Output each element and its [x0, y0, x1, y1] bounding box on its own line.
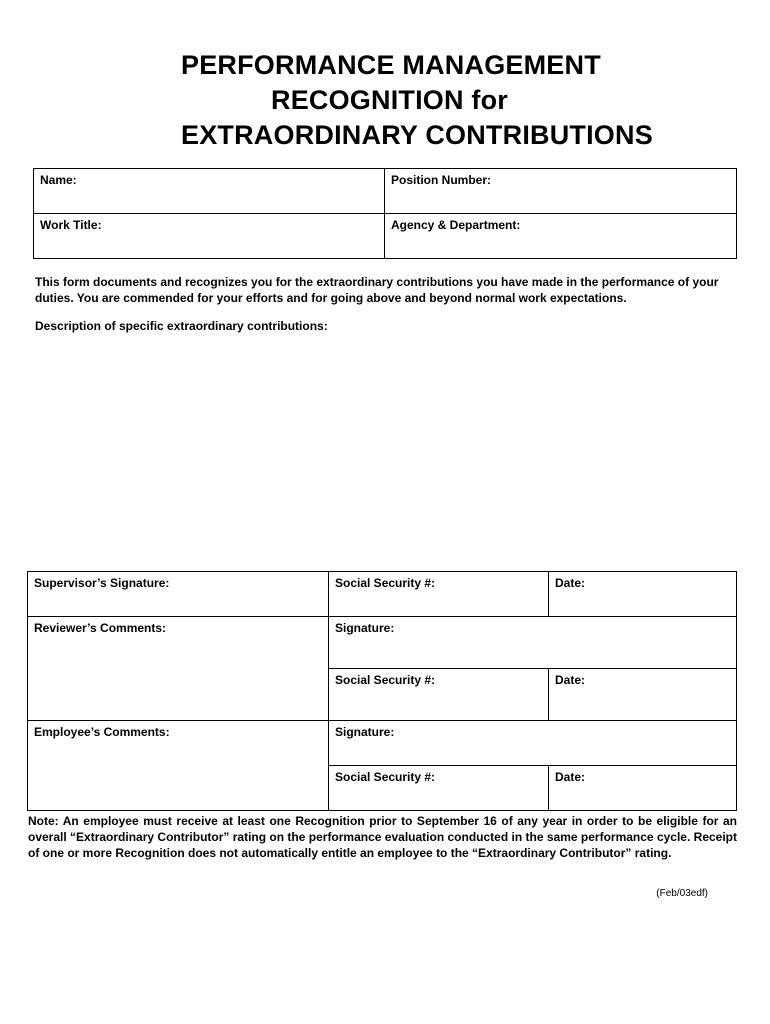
name-field[interactable] [34, 169, 385, 214]
position-number-field[interactable] [385, 169, 737, 214]
employee-comments-field[interactable] [28, 721, 329, 811]
employee-date-field[interactable] [549, 766, 737, 811]
form-revision-code: (Feb/03edf) [656, 888, 708, 899]
reviewer-ssn-label: Social Security #: [335, 673, 436, 687]
position-number-label: Position Number: [391, 173, 492, 187]
reviewer-signature-label: Signature: [335, 621, 395, 635]
description-label: Description of specific extraordinary contributions: [35, 319, 328, 333]
work-title-field[interactable] [34, 214, 385, 259]
employee-ssn-field[interactable] [329, 766, 549, 811]
employee-ssn-label: Social Security #: [335, 770, 436, 784]
agency-department-field[interactable] [385, 214, 737, 259]
supervisor-ssn-field[interactable] [329, 572, 549, 617]
form-title-line-2: RECOGNITION for [271, 85, 508, 115]
employee-signature-field[interactable] [329, 721, 737, 766]
supervisor-date-field[interactable] [549, 572, 737, 617]
intro-text: This form documents and recognizes you for the extraordinary contributions you have made in the performance of your duties. You are commended for your efforts and for going above and beyond normal work expectations. [35, 275, 719, 305]
employee-date-label: Date: [555, 770, 586, 784]
eligibility-note: Note: An employee must receive at least one Recognition prior to September 16 of any year in order to be eligible for an overall “Extraordinary Contributor” rating on the performance evaluation conducted in the same performance cycle. Receipt of one or more Recognition does not automatically entitle an employee to the “Extraordinary Contributor” rating. [28, 814, 737, 860]
reviewer-date-field[interactable] [549, 669, 737, 721]
name-label: Name: [40, 173, 77, 187]
employee-comments-label: Employee’s Comments: [34, 725, 170, 739]
reviewer-comments-label: Reviewer’s Comments: [34, 621, 167, 635]
form-title-line-3: EXTRAORDINARY CONTRIBUTIONS [181, 120, 653, 150]
reviewer-ssn-field[interactable] [329, 669, 549, 721]
supervisor-signature-field[interactable] [28, 572, 329, 617]
reviewer-comments-field[interactable] [28, 617, 329, 721]
reviewer-signature-field[interactable] [329, 617, 737, 669]
form-title-line-1: PERFORMANCE MANAGEMENT [181, 50, 601, 80]
agency-department-label: Agency & Department: [391, 218, 521, 232]
supervisor-date-label: Date: [555, 576, 586, 590]
reviewer-date-label: Date: [555, 673, 586, 687]
signature-table [27, 571, 737, 811]
employee-info-table [33, 168, 737, 259]
work-title-label: Work Title: [40, 218, 102, 232]
supervisor-ssn-label: Social Security #: [335, 576, 436, 590]
supervisor-signature-label: Supervisor’s Signature: [34, 576, 170, 590]
employee-signature-label: Signature: [335, 725, 395, 739]
